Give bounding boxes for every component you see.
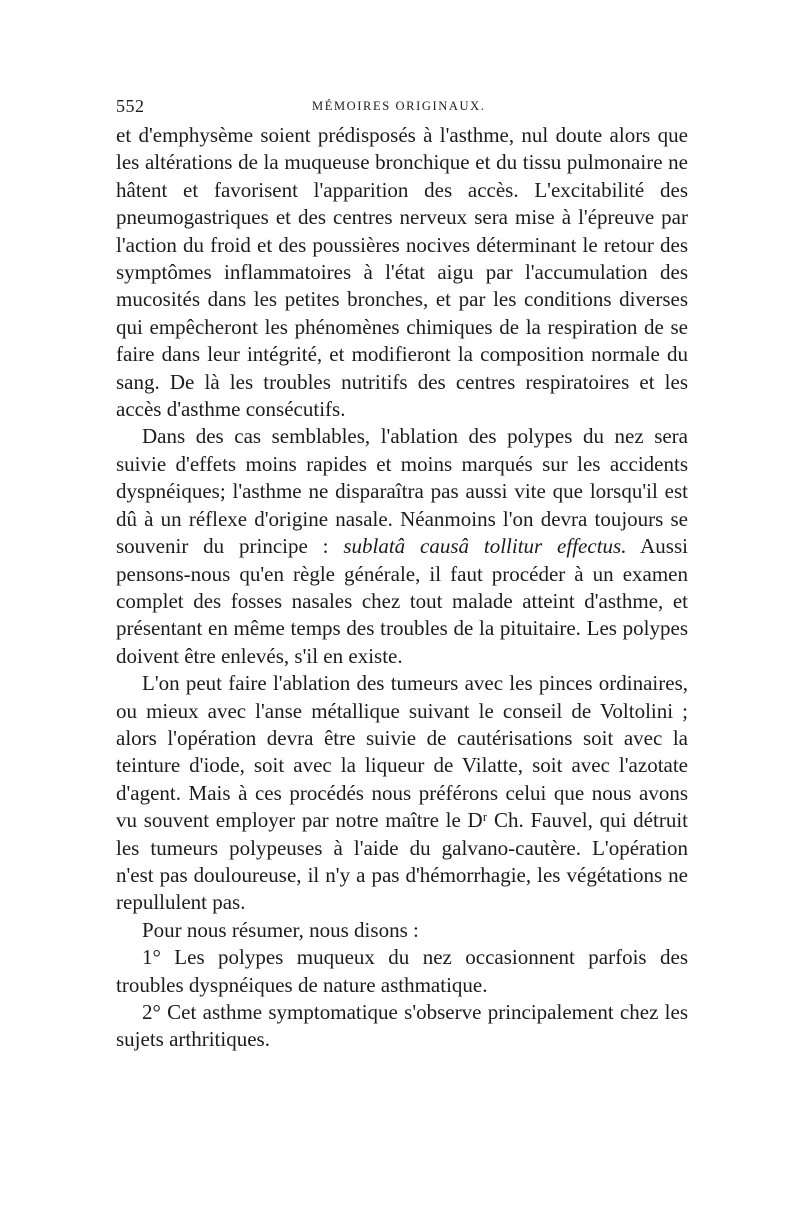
paragraph-ablation-effects-start: Dans des cas semblables, l'ablation des polypes du nez sera suivie d'effets moins rapides et moins marqués sur les accidents dyspnéiques; l'asthme ne disparaîtra pas aussi vite que lorsqu'il est dû à un réflexe d'origine nasale. Néanmoins l'on devra toujours se souvenir du principe : xyxy=(116,424,688,559)
paragraph-ablation-effects xyxy=(116,423,688,670)
running-title: MÉMOIRES ORIGINAUX. xyxy=(312,99,486,113)
conclusion-item-1: 1° Les polypes muqueux du nez occasionnent parfois des troubles dyspnéiques de nature asthmatique. xyxy=(116,945,688,997)
page-body xyxy=(116,122,688,1054)
page-number: 552 xyxy=(116,96,145,116)
page-header xyxy=(116,96,688,122)
paragraph-summary-intro: Pour nous résumer, nous disons : xyxy=(142,917,419,942)
paragraph-emphysema: et d'emphysème soient prédisposés à l'asthme, nul doute alors que les altérations de la muqueuse bronchique et du tissu pulmonaire ne hâtent et favorisent l'apparition des accès. L'excitabilité des pneumogastriques et des centres nerveux sera mise à l'épreuve par l'action du froid et des poussières nocives déterminant le retour des symptômes inflammatoires à l'état aigu par l'accumulation des mucosités dans les petites bronches, et par les conditions diverses qui empêcheront les phénomènes chimiques de la respiration de se faire dans leur intégrité, et modifieront la composition normale du sang. De là les troubles nutritifs des centres respiratoires et les accès d'asthme consécutifs. xyxy=(116,123,688,422)
paragraph-ablation-effects-end: Aussi pensons-nous qu'en règle générale, il faut procéder à un examen complet des fosses nasales chez tout malade atteint d'asthme, et présentant en même temps des troubles de la pituitaire. Les polypes doivent être enlevés, s'il en existe. xyxy=(116,534,688,668)
paragraph-ablation-methods: L'on peut faire l'ablation des tumeurs avec les pinces ordinaires, ou mieux avec l'anse métallique suivant le conseil de Voltolini ; alors l'opération devra être suivie de cautérisations soit avec la teinture d'iode, soit avec la liqueur de Vilatte, soit avec l'azotate d'agent. Mais à ces procédés nous préférons celui que nous avons vu souvent employer par notre maître le Dʳ Ch. Fauvel, qui détruit les tumeurs polypeuses à l'aide du galvano-cautère. L'opération n'est pas douloureuse, il n'y a pas d'hémorrhagie, les végétations ne repullulent pas. xyxy=(116,671,688,915)
book-page xyxy=(116,96,688,1054)
conclusion-item-2: 2° Cet asthme symptomatique s'observe principalement chez les sujets arthritiques. xyxy=(116,1000,688,1052)
latin-maxim: sublatâ causâ tollitur effectus. xyxy=(343,534,627,559)
